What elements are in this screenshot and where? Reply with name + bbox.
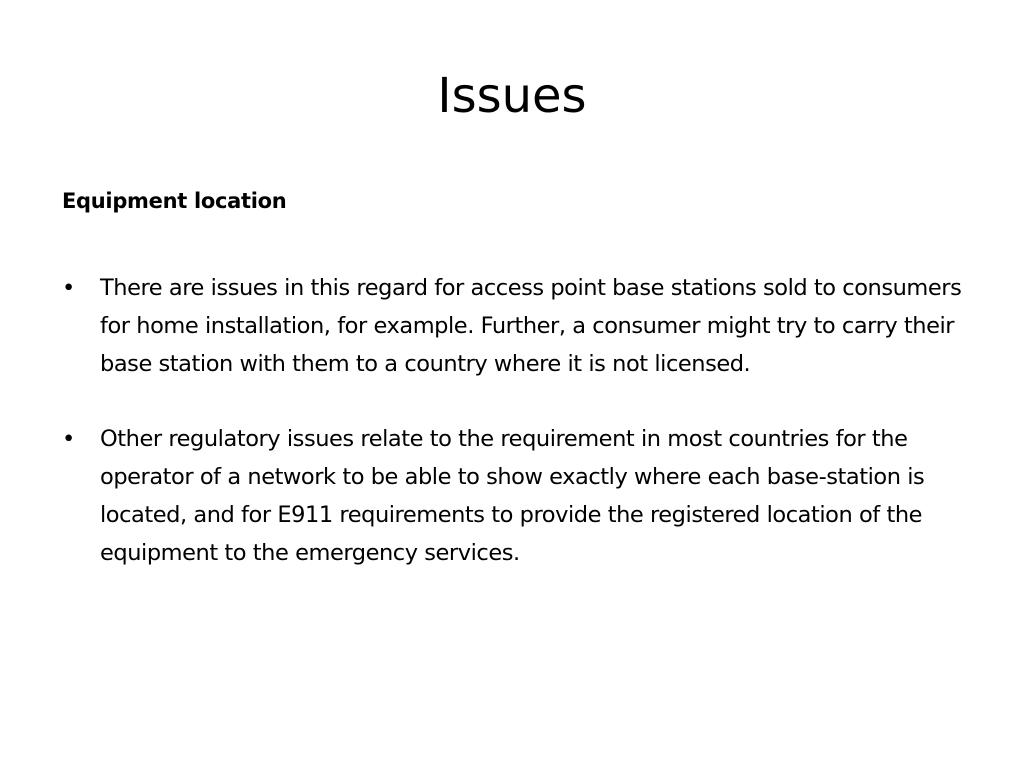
bullet-point-icon: • <box>62 275 75 301</box>
bullet-point-icon: • <box>62 426 75 453</box>
bullet-list <box>62 270 972 573</box>
bullet-item <box>62 421 972 572</box>
bullet-text: There are issues in this regard for access point base stations sold to consumers for home installation, for example. Further, a consumer might try to carry their base station with them to a country where it is not licensed. <box>100 275 962 377</box>
bullet-text: Other regulatory issues relate to the requirement in most countries for the operator of a network to be able to show exactly where each base-station is located, and for E911 requirements to provide the registered location of the equipment to the emergency services. <box>100 426 925 566</box>
bullet-item <box>62 270 972 383</box>
slide-title: Issues <box>437 68 587 124</box>
section-subheading: Equipment location <box>62 189 287 213</box>
slide-content <box>62 186 972 611</box>
